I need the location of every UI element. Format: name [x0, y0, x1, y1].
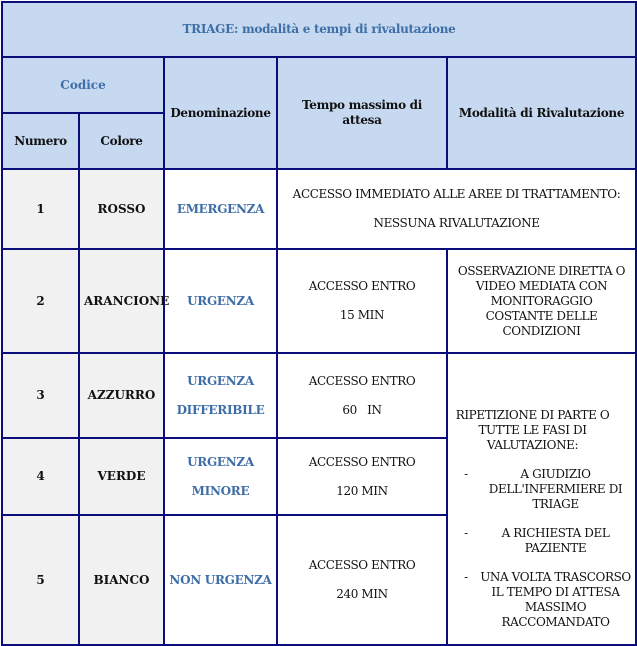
- code-number: 3: [2, 353, 79, 438]
- max-wait-cell: [277, 249, 447, 353]
- max-wait-cell: [277, 438, 447, 515]
- code-number: 1: [2, 169, 79, 249]
- dash-bullet: -: [464, 467, 468, 481]
- code-denomination: [164, 353, 277, 438]
- code-denomination: [164, 438, 277, 515]
- denomination-line: URGENZA: [187, 373, 254, 388]
- header-numero: Numero: [2, 113, 79, 169]
- reevaluation-method: OSSERVAZIONE DIRETTA O VIDEO MEDIATA CON MONITORAGGIO COSTANTE DELLE CONDIZIONI: [447, 249, 636, 353]
- code-color: ROSSO: [79, 169, 164, 249]
- max-wait-value: 120 MIN: [336, 483, 388, 498]
- immediate-access-text: ACCESSO IMMEDIATO ALLE AREE DI TRATTAMENTO:: [292, 187, 621, 201]
- reevaluation-intro: RIPETIZIONE DI PARTE O TUTTE LE FASI DI VALUTAZIONE:: [455, 408, 610, 452]
- list-item: - A RICHIESTA DEL PAZIENTE: [452, 526, 631, 556]
- max-wait-label: ACCESSO ENTRO: [308, 454, 416, 469]
- denomination-line: MINORE: [191, 483, 250, 498]
- max-wait-cell: [277, 353, 447, 438]
- header-tempo: Tempo massimo di attesa: [277, 57, 447, 169]
- no-reevaluation-text: NESSUNA RIVALUTAZIONE: [373, 216, 540, 230]
- denomination-line: DIFFERIBILE: [176, 402, 265, 417]
- immediate-access-cell: [277, 169, 636, 249]
- header-codice: Codice: [2, 57, 164, 113]
- code-color: AZZURRO: [79, 353, 164, 438]
- denomination-line: URGENZA: [187, 454, 254, 469]
- max-wait-value: 60 IN: [342, 402, 382, 417]
- table-title: TRIAGE: modalità e tempi di rivalutazione: [2, 2, 636, 57]
- dash-bullet: -: [464, 570, 468, 584]
- code-number: 2: [2, 249, 79, 353]
- header-denominazione: Denominazione: [164, 57, 277, 169]
- dash-bullet: -: [464, 526, 468, 540]
- header-modalita: Modalità di Rivalutazione: [447, 57, 636, 169]
- code-color: ARANCIONE: [79, 249, 164, 353]
- table-row: [2, 353, 636, 438]
- code-color: VERDE: [79, 438, 164, 515]
- header-colore: Colore: [79, 113, 164, 169]
- max-wait-value: 15 MIN: [339, 308, 385, 322]
- code-color: BIANCO: [79, 515, 164, 645]
- triage-table: [1, 1, 637, 646]
- table-row: [2, 169, 636, 249]
- max-wait-label: ACCESSO ENTRO: [308, 279, 416, 293]
- code-denomination: URGENZA: [164, 249, 277, 353]
- max-wait-label: ACCESSO ENTRO: [308, 373, 416, 388]
- max-wait-cell: [277, 515, 447, 645]
- list-item: - UNA VOLTA TRASCORSO IL TEMPO DI ATTESA MASSIMO RACCOMANDATO: [452, 570, 631, 630]
- code-number: 4: [2, 438, 79, 515]
- code-denomination: NON URGENZA: [164, 515, 277, 645]
- code-denomination: EMERGENZA: [164, 169, 277, 249]
- max-wait-label: ACCESSO ENTRO: [308, 558, 416, 572]
- table-row: [2, 249, 636, 353]
- code-number: 5: [2, 515, 79, 645]
- shared-reevaluation-cell: [447, 353, 636, 645]
- list-item: - A GIUDIZIO DELL'INFERMIERE DI TRIAGE: [452, 467, 631, 512]
- max-wait-value: 240 MIN: [336, 587, 388, 601]
